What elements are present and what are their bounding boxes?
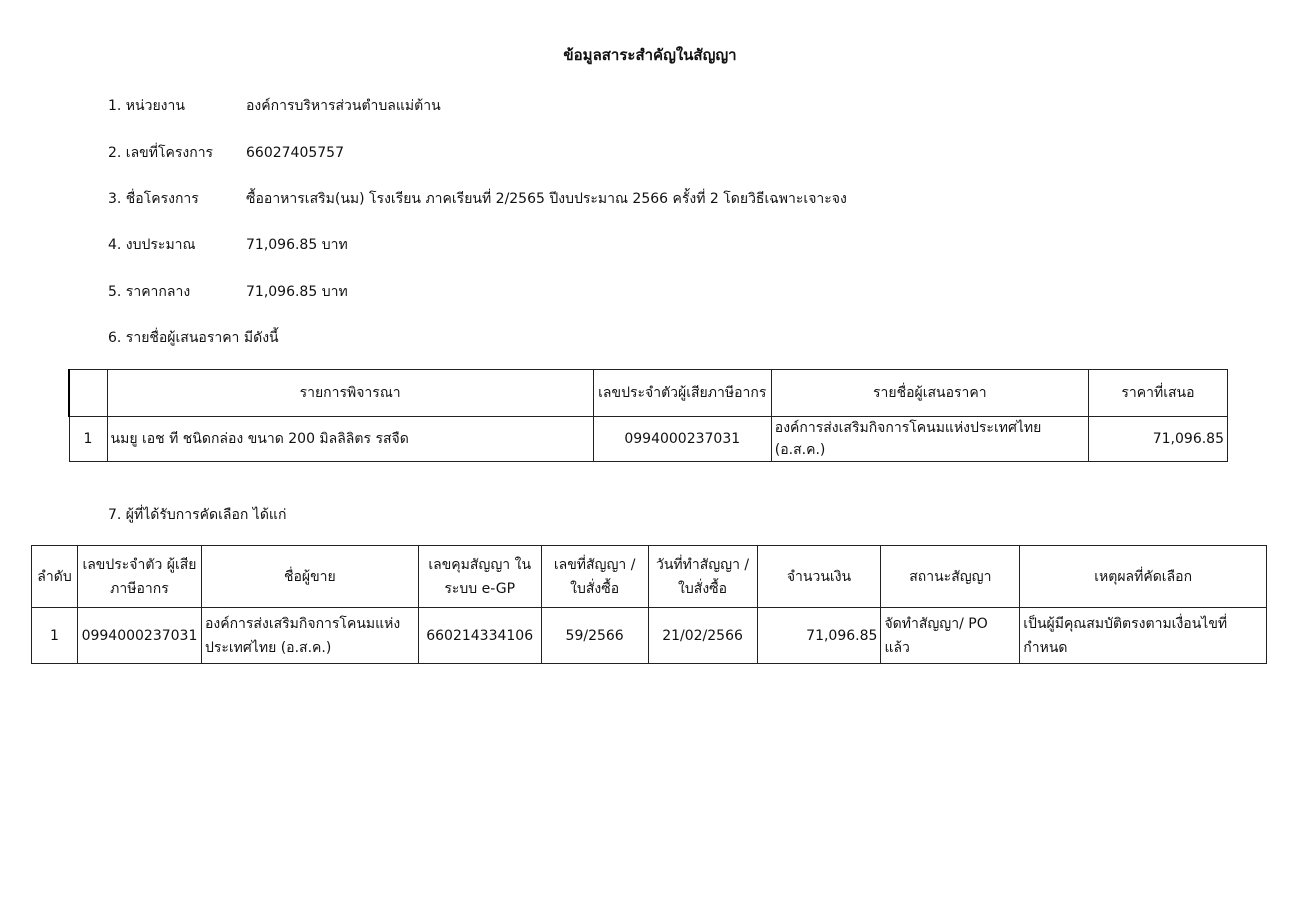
contract-status: จัดทำสัญญา/ PO แล้ว bbox=[881, 608, 1020, 664]
contract-number: 59/2566 bbox=[541, 608, 648, 664]
column-header: สถานะสัญญา bbox=[881, 546, 1020, 608]
field-label: 2. เลขที่โครงการ bbox=[108, 145, 214, 161]
item-description: นมยู เอช ที ชนิดกล่อง ขนาด 200 มิลลิลิตร รสจืด bbox=[107, 417, 593, 462]
column-header: ชื่อผู้ขาย bbox=[201, 546, 418, 608]
field-value: ซื้ออาหารเสริม(นม) โรงเรียน ภาคเรียนที่ 2/2565 ปีงบประมาณ 2566 ครั้งที่ 2 โดยวิธีเฉพาะเจาะจง bbox=[246, 191, 847, 207]
table-row bbox=[69, 417, 1228, 462]
column-header: วันที่ทำสัญญา / ใบสั่งซื้อ bbox=[648, 546, 757, 608]
column-header: ราคาที่เสนอ bbox=[1088, 370, 1227, 417]
column-header bbox=[69, 370, 107, 417]
winner-heading: 7. ผู้ที่ได้รับการคัดเลือก ได้แก่ bbox=[108, 507, 287, 523]
field-label: 4. งบประมาณ bbox=[108, 237, 196, 253]
egp-contract-number: 660214334106 bbox=[418, 608, 541, 664]
table-header-row bbox=[32, 546, 1267, 608]
field-label: 1. หน่วยงาน bbox=[108, 98, 185, 114]
column-header: จำนวนเงิน bbox=[757, 546, 881, 608]
contract-date: 21/02/2566 bbox=[648, 608, 757, 664]
winner-table bbox=[31, 545, 1267, 664]
table-row bbox=[32, 608, 1267, 664]
column-header: รายการพิจารณา bbox=[107, 370, 593, 417]
tax-id: 0994000237031 bbox=[77, 608, 201, 664]
tax-id: 0994000237031 bbox=[593, 417, 771, 462]
column-header: เลขที่สัญญา / ใบสั่งซื้อ bbox=[541, 546, 648, 608]
row-number: 1 bbox=[32, 608, 78, 664]
selection-reason: เป็นผู้มีคุณสมบัติตรงตามเงื่อนไขที่กำหนด bbox=[1020, 608, 1267, 664]
table-header-row bbox=[69, 370, 1228, 417]
document-title: ข้อมูลสาระสำคัญในสัญญา bbox=[563, 46, 737, 64]
field-value: 66027405757 bbox=[246, 145, 344, 161]
column-header: รายชื่อผู้เสนอราคา bbox=[771, 370, 1088, 417]
field-value: 71,096.85 บาท bbox=[246, 237, 348, 253]
field-label: 3. ชื่อโครงการ bbox=[108, 191, 199, 207]
column-header: เลขประจำตัวผู้เสียภาษีอากร bbox=[593, 370, 771, 417]
offered-price: 71,096.85 bbox=[1088, 417, 1227, 462]
bidders-table bbox=[68, 369, 1228, 462]
column-header: เลขประจำตัว ผู้เสียภาษีอากร bbox=[77, 546, 201, 608]
bidder-name: องค์การส่งเสริมกิจการโคนมแห่งประเทศไทย (อ.ส.ค.) bbox=[771, 417, 1088, 462]
vendor-name: องค์การส่งเสริมกิจการโคนมแห่งประเทศไทย (อ.ส.ค.) bbox=[201, 608, 418, 664]
column-header: ลำดับ bbox=[32, 546, 78, 608]
row-number: 1 bbox=[69, 417, 107, 462]
column-header: เหตุผลที่คัดเลือก bbox=[1020, 546, 1267, 608]
column-header: เลขคุมสัญญา ในระบบ e-GP bbox=[418, 546, 541, 608]
field-value: 71,096.85 บาท bbox=[246, 284, 348, 300]
bidders-heading: 6. รายชื่อผู้เสนอราคา มีดังนี้ bbox=[108, 330, 279, 346]
field-label: 5. ราคากลาง bbox=[108, 284, 191, 300]
field-value: องค์การบริหารส่วนตำบลแม่ต้าน bbox=[246, 98, 441, 114]
amount: 71,096.85 bbox=[757, 608, 881, 664]
